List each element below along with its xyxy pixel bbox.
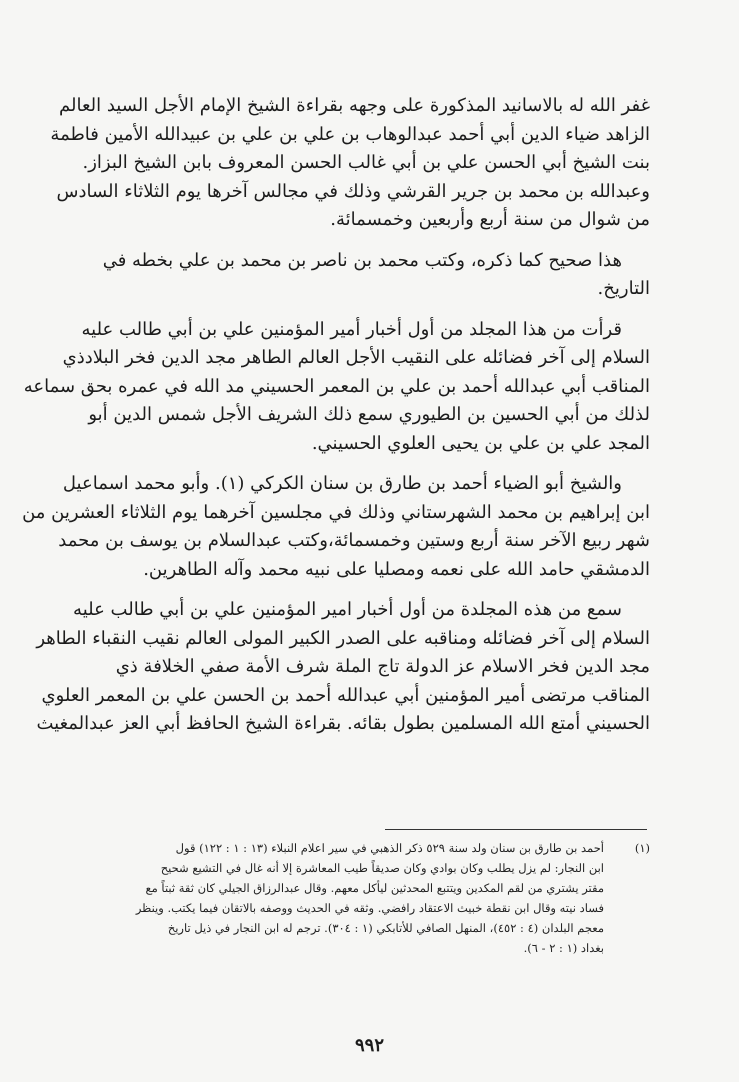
page-number: ٩٩٢ (354, 1035, 384, 1056)
text-line: السلام إلى آخر فضائله على النقيب الأجل العالم الطاهر مجد الدين فخر البلادذي (62, 347, 650, 368)
text-line: السلام إلى آخر فضائله ومناقبه على الصدر الكبير المولى العالم نقيب النقباء الطاهر (36, 627, 650, 649)
footnote-text (92, 838, 604, 958)
text-line: والشيخ أبو الضياء أحمد بن طارق بن سنان الكركي (١). وأبو محمد اسماعيل (62, 473, 622, 494)
main-text (22, 92, 650, 751)
paragraph-2 (92, 247, 650, 304)
text-line: الحسيني أمتع الله المسلمين بطول بقائه. بقراءة الشيخ الحافظ أبي العز عبدالمغيث (36, 713, 650, 734)
text-line: شهر ربيع الآخر سنة أربع وستين وخمسمائة،وكتب عبدالسلام بن يوسف بن محمد (58, 530, 650, 551)
paragraph-4 (22, 470, 650, 584)
text-line: سمع من هذه المجلدة من أول أخبار امير المؤمنين علي بن أبي طالب عليه (73, 599, 622, 620)
footnote-number: (١) (634, 841, 650, 855)
text-line: الدمشقي حامد الله على نعمه ومصليا على نبيه محمد وآله الطاهرين. (143, 558, 650, 580)
footnote-line: فساد نيته وقال ابن نقطة خبيث الاعتقاد رافضي. وثقه في الحديث ووصفه بالاتقان فيما يكتب. وينظر (135, 901, 604, 915)
footnote-line: أحمد بن طارق بن سنان ولد سنة ٥٢٩ ذكر الذهبي في سير اعلام النبلاء (١٣ : ١ : ١٢٢) قول (175, 841, 604, 855)
footnote-line: ابن النجار: لم يزل يطلب وكان بوادي وكان صديقاً طيب المعاشرة إلا أنه غال في التشيع شحيح (160, 861, 604, 875)
footnote-line: بغداد (١ : ٢ - ٦). (523, 941, 604, 955)
text-line: غفر الله له بالاسانيد المذكورة على وجهه بقراءة الشيخ الإمام الأجل السيد العالم (59, 95, 650, 116)
footnote-line: معجم البلدان (٤ : ٤٥٢)، المنهل الصافي للأتابكي (١ : ٣٠٤). ترجم له ابن النجار في ذيل تاريخ (167, 921, 604, 935)
paragraph-1 (50, 92, 650, 235)
footnote-line: مقتر يشتري من لقم المكدين ويتتبع المحدثين ليأكل معهم. وقال عبدالرزاق الجيلي كان ثقة ثبتاً مع (145, 881, 604, 895)
footnote (92, 838, 650, 958)
paragraph-3 (23, 316, 650, 459)
text-line: المناقب أبي عبدالله أحمد بن علي بن المعمر الحسيني مد الله في عمره بحق سماعه (23, 375, 650, 397)
paragraph-5 (36, 596, 650, 739)
text-line: ابن إبراهيم بن محمد الشهرستاني وذلك في مجلسين آخرهما يوم الثلاثاء العشرين من (22, 501, 650, 523)
text-line: هذا صحيح كما ذكره، وكتب محمد بن ناصر بن محمد بن علي بخطه في (102, 249, 622, 271)
text-line: وعبدالله بن محمد بن جرير القرشي وذلك في مجالس آخرها يوم الثلاثاء السادس (56, 180, 650, 202)
text-line: الزاهد ضياء الدين أبي أحمد عبدالوهاب بن علي بن علي بن عبيدالله الأمين فاطمة (50, 123, 650, 145)
text-line: من شوال من سنة أربع وأربعين وخمسمائة. (330, 209, 650, 230)
footnote-divider (385, 829, 647, 830)
text-line: قرأت من هذا المجلد من أول أخبار أمير المؤمنين علي بن أبي طالب عليه (81, 318, 622, 340)
text-line: مجد الدين فخر الاسلام عز الدولة تاج الملة شرف الأمة صفي الخلافة ذي (115, 656, 650, 677)
text-line: بنت الشيخ أبي الحسن علي بن أبي غالب الحسن المعروف بابن الشيخ البزاز. (82, 152, 650, 173)
text-line: المناقب مرتضى أمير المؤمنين أبي عبدالله أحمد بن الحسن علي بن المعمر العلوي (41, 684, 650, 706)
text-line: التاريخ. (597, 278, 650, 299)
text-line: المجد علي بن علي بن يحيى العلوي الحسيني. (311, 432, 650, 454)
text-line: لذلك من أبي الحسين بن الطيوري سمع ذلك الشريف الأجل شمس الدين أبو (88, 404, 650, 425)
